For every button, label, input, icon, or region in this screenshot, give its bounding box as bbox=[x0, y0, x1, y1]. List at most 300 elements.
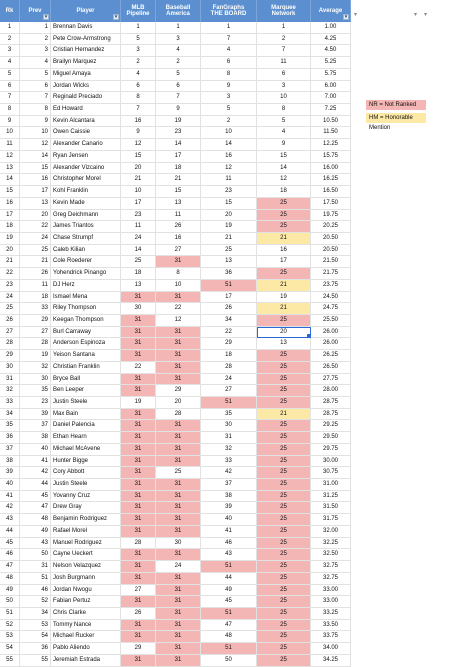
cell-marquee-network[interactable]: 25 bbox=[257, 350, 311, 362]
filter-dropdown-icon[interactable]: ▾ bbox=[44, 14, 48, 20]
cell-prev[interactable]: 3 bbox=[20, 45, 51, 57]
cell-mlb-pipeline[interactable]: 8 bbox=[121, 92, 156, 104]
cell-fangraphs[interactable]: 9 bbox=[201, 81, 257, 93]
cell-mlb-pipeline[interactable]: 6 bbox=[121, 81, 156, 93]
cell-baseball-america[interactable]: 20 bbox=[156, 397, 201, 409]
cell-player[interactable]: Justin Steele bbox=[51, 479, 121, 491]
cell-average[interactable]: 26.00 bbox=[311, 327, 351, 339]
cell-rk[interactable]: 42 bbox=[0, 502, 20, 514]
header-prev[interactable] bbox=[20, 0, 51, 22]
cell-average[interactable]: 12.25 bbox=[311, 139, 351, 151]
cell-average[interactable]: 20.25 bbox=[311, 221, 351, 233]
cell-mlb-pipeline[interactable]: 13 bbox=[121, 280, 156, 292]
cell-baseball-america[interactable]: 31 bbox=[156, 526, 201, 538]
cell-fangraphs[interactable]: 6 bbox=[201, 57, 257, 69]
cell-average[interactable]: 32.00 bbox=[311, 526, 351, 538]
cell-prev[interactable]: 14 bbox=[20, 151, 51, 163]
cell-baseball-america[interactable]: 31 bbox=[156, 514, 201, 526]
cell-rk[interactable]: 35 bbox=[0, 420, 20, 432]
cell-prev[interactable]: 26 bbox=[20, 268, 51, 280]
cell-marquee-network[interactable]: 21 bbox=[257, 303, 311, 315]
cell-marquee-network[interactable]: 18 bbox=[257, 186, 311, 198]
cell-fangraphs[interactable]: 1 bbox=[201, 22, 257, 34]
cell-player[interactable]: Alexander Vizcaino bbox=[51, 163, 121, 175]
cell-prev[interactable]: 8 bbox=[20, 104, 51, 116]
cell-average[interactable]: 29.75 bbox=[311, 444, 351, 456]
cell-average[interactable]: 33.50 bbox=[311, 620, 351, 632]
cell-average[interactable]: 15.75 bbox=[311, 151, 351, 163]
cell-baseball-america[interactable]: 31 bbox=[156, 292, 201, 304]
cell-rk[interactable]: 51 bbox=[0, 608, 20, 620]
cell-marquee-network[interactable]: 12 bbox=[257, 174, 311, 186]
cell-prev[interactable]: 24 bbox=[20, 233, 51, 245]
cell-rk[interactable]: 17 bbox=[0, 210, 20, 222]
cell-rk[interactable]: 52 bbox=[0, 620, 20, 632]
cell-marquee-network[interactable]: 2 bbox=[257, 34, 311, 46]
extra-filter-col[interactable] bbox=[411, 0, 421, 22]
cell-prev[interactable]: 17 bbox=[20, 186, 51, 198]
cell-player[interactable]: Rafael Morel bbox=[51, 526, 121, 538]
cell-marquee-network[interactable]: 25 bbox=[257, 608, 311, 620]
cell-rk[interactable]: 28 bbox=[0, 338, 20, 350]
cell-average[interactable]: 33.00 bbox=[311, 585, 351, 597]
cell-fangraphs[interactable]: 48 bbox=[201, 631, 257, 643]
cell-player[interactable]: Hunter Bigge bbox=[51, 456, 121, 468]
cell-baseball-america[interactable]: 17 bbox=[156, 151, 201, 163]
cell-mlb-pipeline[interactable]: 21 bbox=[121, 174, 156, 186]
cell-prev[interactable]: 52 bbox=[20, 596, 51, 608]
cell-average[interactable]: 33.25 bbox=[311, 608, 351, 620]
cell-prev[interactable]: 22 bbox=[20, 221, 51, 233]
cell-fangraphs[interactable]: 23 bbox=[201, 186, 257, 198]
cell-prev[interactable]: 31 bbox=[20, 561, 51, 573]
cell-player[interactable]: Brailyn Marquez bbox=[51, 57, 121, 69]
cell-fangraphs[interactable]: 14 bbox=[201, 139, 257, 151]
cell-rk[interactable]: 4 bbox=[0, 57, 20, 69]
cell-rk[interactable]: 22 bbox=[0, 268, 20, 280]
cell-baseball-america[interactable]: 31 bbox=[156, 585, 201, 597]
cell-prev[interactable]: 48 bbox=[20, 514, 51, 526]
cell-mlb-pipeline[interactable]: 31 bbox=[121, 456, 156, 468]
cell-mlb-pipeline[interactable]: 31 bbox=[121, 526, 156, 538]
cell-baseball-america[interactable]: 31 bbox=[156, 502, 201, 514]
cell-player[interactable]: Benjamin Rodriguez bbox=[51, 514, 121, 526]
filter-dropdown-icon[interactable]: ▾ bbox=[354, 12, 358, 18]
cell-mlb-pipeline[interactable]: 31 bbox=[121, 420, 156, 432]
cell-baseball-america[interactable]: 14 bbox=[156, 139, 201, 151]
cell-marquee-network[interactable]: 25 bbox=[257, 198, 311, 210]
cell-prev[interactable]: 34 bbox=[20, 608, 51, 620]
cell-player[interactable]: Keegan Thompson bbox=[51, 315, 121, 327]
cell-mlb-pipeline[interactable]: 5 bbox=[121, 34, 156, 46]
cell-baseball-america[interactable]: 31 bbox=[156, 573, 201, 585]
cell-baseball-america[interactable]: 22 bbox=[156, 303, 201, 315]
cell-marquee-network[interactable]: 13 bbox=[257, 338, 311, 350]
cell-player[interactable]: Yovanny Cruz bbox=[51, 491, 121, 503]
cell-rk[interactable]: 33 bbox=[0, 397, 20, 409]
cell-fangraphs[interactable]: 4 bbox=[201, 45, 257, 57]
cell-mlb-pipeline[interactable]: 31 bbox=[121, 374, 156, 386]
cell-mlb-pipeline[interactable]: 12 bbox=[121, 139, 156, 151]
cell-prev[interactable]: 5 bbox=[20, 69, 51, 81]
cell-baseball-america[interactable]: 31 bbox=[156, 631, 201, 643]
cell-mlb-pipeline[interactable]: 31 bbox=[121, 596, 156, 608]
cell-fangraphs[interactable]: 5 bbox=[201, 104, 257, 116]
cell-fangraphs[interactable]: 51 bbox=[201, 397, 257, 409]
cell-mlb-pipeline[interactable]: 9 bbox=[121, 127, 156, 139]
cell-marquee-network[interactable]: 25 bbox=[257, 549, 311, 561]
cell-marquee-network[interactable]: 25 bbox=[257, 561, 311, 573]
cell-rk[interactable]: 3 bbox=[0, 45, 20, 57]
cell-baseball-america[interactable]: 8 bbox=[156, 268, 201, 280]
cell-marquee-network[interactable]: 25 bbox=[257, 420, 311, 432]
cell-baseball-america[interactable]: 4 bbox=[156, 45, 201, 57]
cell-player[interactable]: DJ Herz bbox=[51, 280, 121, 292]
cell-player[interactable]: Owen Caissie bbox=[51, 127, 121, 139]
cell-baseball-america[interactable]: 19 bbox=[156, 116, 201, 128]
cell-mlb-pipeline[interactable]: 31 bbox=[121, 561, 156, 573]
cell-baseball-america[interactable]: 7 bbox=[156, 92, 201, 104]
cell-mlb-pipeline[interactable]: 27 bbox=[121, 585, 156, 597]
cell-rk[interactable]: 25 bbox=[0, 303, 20, 315]
cell-mlb-pipeline[interactable]: 19 bbox=[121, 397, 156, 409]
cell-baseball-america[interactable]: 13 bbox=[156, 198, 201, 210]
cell-rk[interactable]: 47 bbox=[0, 561, 20, 573]
cell-average[interactable]: 26.00 bbox=[311, 338, 351, 350]
header-baseball-america[interactable] bbox=[156, 0, 201, 22]
cell-average[interactable]: 16.00 bbox=[311, 163, 351, 175]
cell-rk[interactable]: 14 bbox=[0, 174, 20, 186]
cell-mlb-pipeline[interactable]: 23 bbox=[121, 210, 156, 222]
cell-fangraphs[interactable]: 15 bbox=[201, 198, 257, 210]
cell-average[interactable]: 24.75 bbox=[311, 303, 351, 315]
cell-baseball-america[interactable]: 31 bbox=[156, 456, 201, 468]
cell-baseball-america[interactable]: 31 bbox=[156, 444, 201, 456]
cell-mlb-pipeline[interactable]: 4 bbox=[121, 69, 156, 81]
cell-fangraphs[interactable]: 36 bbox=[201, 268, 257, 280]
cell-player[interactable]: Jordan Wicks bbox=[51, 81, 121, 93]
cell-player[interactable]: Burl Carraway bbox=[51, 327, 121, 339]
cell-player[interactable]: Riley Thompson bbox=[51, 303, 121, 315]
cell-baseball-america[interactable]: 27 bbox=[156, 245, 201, 257]
cell-mlb-pipeline[interactable]: 28 bbox=[121, 538, 156, 550]
cell-rk[interactable]: 8 bbox=[0, 104, 20, 116]
cell-fangraphs[interactable]: 38 bbox=[201, 491, 257, 503]
cell-mlb-pipeline[interactable]: 31 bbox=[121, 573, 156, 585]
cell-fangraphs[interactable]: 40 bbox=[201, 514, 257, 526]
cell-player[interactable]: Drew Gray bbox=[51, 502, 121, 514]
cell-player[interactable]: Yohendrick Pinango bbox=[51, 268, 121, 280]
cell-baseball-america[interactable]: 6 bbox=[156, 81, 201, 93]
cell-rk[interactable]: 24 bbox=[0, 292, 20, 304]
cell-average[interactable]: 27.75 bbox=[311, 374, 351, 386]
cell-marquee-network[interactable]: 25 bbox=[257, 210, 311, 222]
cell-average[interactable]: 4.25 bbox=[311, 34, 351, 46]
cell-prev[interactable]: 42 bbox=[20, 467, 51, 479]
cell-player[interactable]: Pablo Aliendo bbox=[51, 643, 121, 655]
cell-fangraphs[interactable]: 50 bbox=[201, 655, 257, 667]
cell-mlb-pipeline[interactable]: 7 bbox=[121, 104, 156, 116]
cell-mlb-pipeline[interactable]: 31 bbox=[121, 620, 156, 632]
cell-fangraphs[interactable]: 51 bbox=[201, 561, 257, 573]
cell-average[interactable]: 7.25 bbox=[311, 104, 351, 116]
cell-player[interactable]: Cory Abbott bbox=[51, 467, 121, 479]
cell-mlb-pipeline[interactable]: 31 bbox=[121, 315, 156, 327]
header-player[interactable] bbox=[51, 0, 121, 22]
cell-rk[interactable]: 39 bbox=[0, 467, 20, 479]
cell-marquee-network[interactable]: 7 bbox=[257, 45, 311, 57]
cell-baseball-america[interactable]: 24 bbox=[156, 561, 201, 573]
cell-average[interactable]: 6.00 bbox=[311, 81, 351, 93]
cell-rk[interactable]: 36 bbox=[0, 432, 20, 444]
cell-mlb-pipeline[interactable]: 31 bbox=[121, 327, 156, 339]
cell-fangraphs[interactable]: 13 bbox=[201, 256, 257, 268]
cell-rk[interactable]: 49 bbox=[0, 585, 20, 597]
cell-fangraphs[interactable]: 19 bbox=[201, 221, 257, 233]
cell-average[interactable]: 29.50 bbox=[311, 432, 351, 444]
cell-marquee-network[interactable]: 3 bbox=[257, 81, 311, 93]
cell-rk[interactable]: 53 bbox=[0, 631, 20, 643]
cell-fangraphs[interactable]: 20 bbox=[201, 210, 257, 222]
cell-fangraphs[interactable]: 7 bbox=[201, 34, 257, 46]
cell-marquee-network[interactable]: 21 bbox=[257, 409, 311, 421]
cell-average[interactable]: 5.25 bbox=[311, 57, 351, 69]
cell-rk[interactable]: 5 bbox=[0, 69, 20, 81]
cell-mlb-pipeline[interactable]: 26 bbox=[121, 608, 156, 620]
cell-prev[interactable]: 50 bbox=[20, 549, 51, 561]
cell-marquee-network[interactable]: 25 bbox=[257, 620, 311, 632]
cell-fangraphs[interactable]: 45 bbox=[201, 596, 257, 608]
cell-prev[interactable]: 12 bbox=[20, 139, 51, 151]
cell-mlb-pipeline[interactable]: 31 bbox=[121, 467, 156, 479]
cell-fangraphs[interactable]: 46 bbox=[201, 538, 257, 550]
cell-mlb-pipeline[interactable]: 31 bbox=[121, 432, 156, 444]
cell-rk[interactable]: 48 bbox=[0, 573, 20, 585]
cell-rk[interactable]: 46 bbox=[0, 549, 20, 561]
cell-rk[interactable]: 20 bbox=[0, 245, 20, 257]
cell-prev[interactable]: 38 bbox=[20, 432, 51, 444]
cell-average[interactable]: 10.50 bbox=[311, 116, 351, 128]
cell-marquee-network[interactable]: 25 bbox=[257, 385, 311, 397]
cell-average[interactable]: 20.50 bbox=[311, 233, 351, 245]
cell-prev[interactable]: 44 bbox=[20, 479, 51, 491]
cell-fangraphs[interactable]: 12 bbox=[201, 163, 257, 175]
cell-rk[interactable]: 32 bbox=[0, 385, 20, 397]
cell-rk[interactable]: 9 bbox=[0, 116, 20, 128]
cell-baseball-america[interactable]: 31 bbox=[156, 491, 201, 503]
cell-rk[interactable]: 38 bbox=[0, 456, 20, 468]
cell-player[interactable]: Ben Leeper bbox=[51, 385, 121, 397]
cell-player[interactable]: Pete Crow-Armstrong bbox=[51, 34, 121, 46]
cell-marquee-network[interactable]: 25 bbox=[257, 221, 311, 233]
cell-marquee-network[interactable]: 25 bbox=[257, 573, 311, 585]
cell-rk[interactable]: 26 bbox=[0, 315, 20, 327]
cell-average[interactable]: 28.75 bbox=[311, 409, 351, 421]
cell-average[interactable]: 32.50 bbox=[311, 549, 351, 561]
cell-baseball-america[interactable]: 31 bbox=[156, 643, 201, 655]
cell-marquee-network[interactable]: 17 bbox=[257, 256, 311, 268]
cell-average[interactable]: 16.50 bbox=[311, 186, 351, 198]
cell-player[interactable]: Anderson Espinoza bbox=[51, 338, 121, 350]
cell-player[interactable]: Jordan Nwogu bbox=[51, 585, 121, 597]
cell-rk[interactable]: 21 bbox=[0, 256, 20, 268]
cell-mlb-pipeline[interactable]: 22 bbox=[121, 362, 156, 374]
cell-player[interactable]: Nelson Velazquez bbox=[51, 561, 121, 573]
cell-prev[interactable]: 45 bbox=[20, 491, 51, 503]
cell-baseball-america[interactable]: 31 bbox=[156, 479, 201, 491]
cell-player[interactable]: Chris Clarke bbox=[51, 608, 121, 620]
cell-marquee-network[interactable]: 25 bbox=[257, 502, 311, 514]
cell-marquee-network[interactable]: 25 bbox=[257, 596, 311, 608]
cell-prev[interactable]: 6 bbox=[20, 81, 51, 93]
cell-prev[interactable]: 2 bbox=[20, 34, 51, 46]
cell-prev[interactable]: 9 bbox=[20, 116, 51, 128]
cell-prev[interactable]: 36 bbox=[20, 643, 51, 655]
cell-average[interactable]: 30.00 bbox=[311, 456, 351, 468]
cell-player[interactable]: Kohl Franklin bbox=[51, 186, 121, 198]
cell-mlb-pipeline[interactable]: 25 bbox=[121, 256, 156, 268]
cell-baseball-america[interactable]: 15 bbox=[156, 186, 201, 198]
cell-fangraphs[interactable]: 51 bbox=[201, 643, 257, 655]
cell-prev[interactable]: 23 bbox=[20, 397, 51, 409]
cell-marquee-network[interactable]: 25 bbox=[257, 268, 311, 280]
cell-prev[interactable]: 43 bbox=[20, 538, 51, 550]
cell-rk[interactable]: 18 bbox=[0, 221, 20, 233]
filter-dropdown-icon[interactable]: ▾ bbox=[424, 12, 428, 18]
cell-prev[interactable]: 33 bbox=[20, 303, 51, 315]
cell-marquee-network[interactable]: 25 bbox=[257, 631, 311, 643]
cell-average[interactable]: 19.75 bbox=[311, 210, 351, 222]
extra-filter-col[interactable] bbox=[351, 0, 411, 22]
cell-fangraphs[interactable]: 32 bbox=[201, 444, 257, 456]
cell-player[interactable]: Caleb Kilian bbox=[51, 245, 121, 257]
cell-average[interactable]: 17.50 bbox=[311, 198, 351, 210]
cell-prev[interactable]: 21 bbox=[20, 256, 51, 268]
cell-mlb-pipeline[interactable]: 31 bbox=[121, 444, 156, 456]
cell-average[interactable]: 33.00 bbox=[311, 596, 351, 608]
cell-baseball-america[interactable]: 11 bbox=[156, 210, 201, 222]
cell-player[interactable]: Fabian Pertuz bbox=[51, 596, 121, 608]
cell-marquee-network[interactable]: 8 bbox=[257, 104, 311, 116]
cell-baseball-america[interactable]: 31 bbox=[156, 374, 201, 386]
cell-prev[interactable]: 28 bbox=[20, 338, 51, 350]
filter-dropdown-icon[interactable]: ▾ bbox=[344, 14, 348, 20]
cell-baseball-america[interactable]: 26 bbox=[156, 221, 201, 233]
cell-marquee-network[interactable]: 25 bbox=[257, 585, 311, 597]
cell-rk[interactable]: 27 bbox=[0, 327, 20, 339]
cell-mlb-pipeline[interactable]: 31 bbox=[121, 338, 156, 350]
cell-mlb-pipeline[interactable]: 11 bbox=[121, 221, 156, 233]
cell-baseball-america[interactable]: 28 bbox=[156, 409, 201, 421]
cell-prev[interactable]: 4 bbox=[20, 57, 51, 69]
cell-fangraphs[interactable]: 11 bbox=[201, 174, 257, 186]
cell-fangraphs[interactable]: 22 bbox=[201, 327, 257, 339]
cell-fangraphs[interactable]: 43 bbox=[201, 549, 257, 561]
cell-average[interactable]: 11.50 bbox=[311, 127, 351, 139]
cell-baseball-america[interactable]: 1 bbox=[156, 22, 201, 34]
cell-fangraphs[interactable]: 3 bbox=[201, 92, 257, 104]
cell-average[interactable]: 29.25 bbox=[311, 420, 351, 432]
cell-player[interactable]: Reginald Preciado bbox=[51, 92, 121, 104]
cell-baseball-america[interactable]: 3 bbox=[156, 34, 201, 46]
cell-mlb-pipeline[interactable]: 31 bbox=[121, 292, 156, 304]
cell-marquee-network[interactable]: 25 bbox=[257, 655, 311, 667]
cell-prev[interactable]: 11 bbox=[20, 280, 51, 292]
cell-prev[interactable]: 18 bbox=[20, 292, 51, 304]
cell-marquee-network[interactable]: 11 bbox=[257, 57, 311, 69]
cell-fangraphs[interactable]: 10 bbox=[201, 127, 257, 139]
cell-player[interactable]: Kevin Made bbox=[51, 198, 121, 210]
cell-average[interactable]: 31.75 bbox=[311, 514, 351, 526]
cell-mlb-pipeline[interactable]: 30 bbox=[121, 303, 156, 315]
cell-marquee-network[interactable]: 25 bbox=[257, 444, 311, 456]
cell-prev[interactable]: 54 bbox=[20, 631, 51, 643]
cell-marquee-network[interactable]: 25 bbox=[257, 362, 311, 374]
cell-fangraphs[interactable]: 31 bbox=[201, 432, 257, 444]
cell-fangraphs[interactable]: 42 bbox=[201, 467, 257, 479]
cell-player[interactable]: Tommy Nance bbox=[51, 620, 121, 632]
cell-baseball-america[interactable]: 18 bbox=[156, 163, 201, 175]
cell-marquee-network[interactable]: 20 bbox=[257, 327, 311, 339]
cell-rk[interactable]: 40 bbox=[0, 479, 20, 491]
cell-baseball-america[interactable]: 31 bbox=[156, 256, 201, 268]
header-marquee-network[interactable] bbox=[257, 0, 311, 22]
header-average[interactable] bbox=[311, 0, 351, 22]
cell-average[interactable]: 26.25 bbox=[311, 350, 351, 362]
cell-fangraphs[interactable]: 44 bbox=[201, 573, 257, 585]
cell-marquee-network[interactable]: 14 bbox=[257, 163, 311, 175]
cell-marquee-network[interactable]: 25 bbox=[257, 479, 311, 491]
cell-fangraphs[interactable]: 35 bbox=[201, 409, 257, 421]
cell-rk[interactable]: 7 bbox=[0, 92, 20, 104]
cell-rk[interactable]: 23 bbox=[0, 280, 20, 292]
cell-average[interactable]: 32.75 bbox=[311, 561, 351, 573]
cell-baseball-america[interactable]: 31 bbox=[156, 338, 201, 350]
cell-player[interactable]: Ryan Jensen bbox=[51, 151, 121, 163]
cell-mlb-pipeline[interactable]: 1 bbox=[121, 22, 156, 34]
cell-baseball-america[interactable]: 31 bbox=[156, 327, 201, 339]
cell-marquee-network[interactable]: 25 bbox=[257, 538, 311, 550]
cell-marquee-network[interactable]: 25 bbox=[257, 491, 311, 503]
cell-average[interactable]: 20.50 bbox=[311, 245, 351, 257]
cell-fangraphs[interactable]: 51 bbox=[201, 608, 257, 620]
cell-mlb-pipeline[interactable]: 18 bbox=[121, 268, 156, 280]
cell-marquee-network[interactable]: 25 bbox=[257, 315, 311, 327]
cell-mlb-pipeline[interactable]: 3 bbox=[121, 45, 156, 57]
cell-baseball-america[interactable]: 9 bbox=[156, 104, 201, 116]
cell-player[interactable]: Cole Roederer bbox=[51, 256, 121, 268]
cell-player[interactable]: Bryce Ball bbox=[51, 374, 121, 386]
cell-prev[interactable]: 53 bbox=[20, 620, 51, 632]
cell-baseball-america[interactable]: 31 bbox=[156, 432, 201, 444]
cell-average[interactable]: 31.25 bbox=[311, 491, 351, 503]
cell-mlb-pipeline[interactable]: 31 bbox=[121, 491, 156, 503]
cell-average[interactable]: 4.50 bbox=[311, 45, 351, 57]
cell-rk[interactable]: 12 bbox=[0, 151, 20, 163]
cell-rk[interactable]: 6 bbox=[0, 81, 20, 93]
cell-prev[interactable]: 30 bbox=[20, 374, 51, 386]
selection-fill-handle[interactable] bbox=[307, 334, 311, 338]
cell-marquee-network[interactable]: 25 bbox=[257, 374, 311, 386]
cell-mlb-pipeline[interactable]: 31 bbox=[121, 350, 156, 362]
cell-fangraphs[interactable]: 27 bbox=[201, 385, 257, 397]
cell-fangraphs[interactable]: 25 bbox=[201, 245, 257, 257]
cell-prev[interactable]: 37 bbox=[20, 420, 51, 432]
cell-average[interactable]: 24.50 bbox=[311, 292, 351, 304]
cell-fangraphs[interactable]: 21 bbox=[201, 233, 257, 245]
cell-prev[interactable]: 35 bbox=[20, 385, 51, 397]
cell-prev[interactable]: 40 bbox=[20, 444, 51, 456]
